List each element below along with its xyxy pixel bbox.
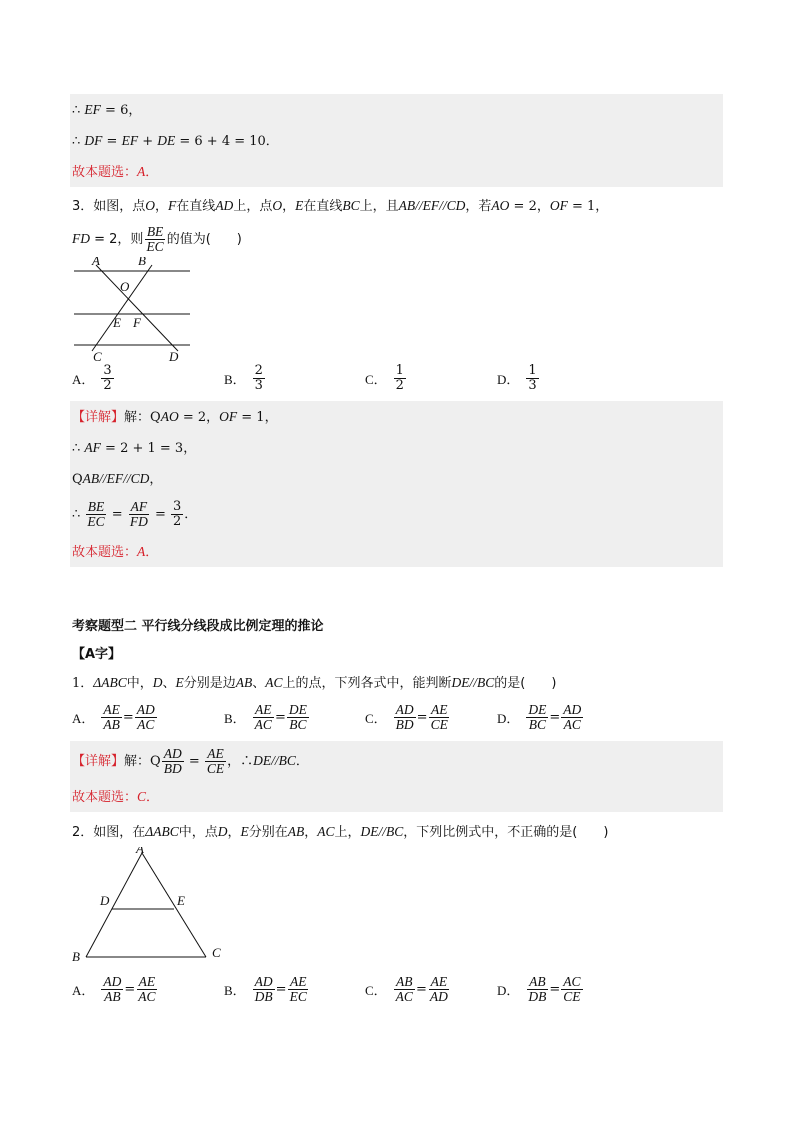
denominator: EC xyxy=(289,988,307,1004)
denominator: FD xyxy=(129,514,148,529)
stem-text: 在直线 xyxy=(303,199,343,214)
answer-end: ． xyxy=(145,165,159,180)
math-text: ． xyxy=(184,507,198,522)
question-2-stem xyxy=(70,816,723,847)
stem-text: 在直线 xyxy=(176,199,216,214)
numerator: DE xyxy=(288,701,307,717)
math-text: = 1， xyxy=(237,410,278,425)
numerator: AD xyxy=(163,746,182,761)
math-text: = 2 + 1 = 3， xyxy=(100,441,197,456)
math-text: = xyxy=(102,134,122,149)
fraction xyxy=(128,500,150,529)
because-symbol: Q xyxy=(72,472,83,487)
label-B: B xyxy=(72,949,80,964)
denominator: 3 xyxy=(254,377,263,393)
section-title: 考察题型二 平行线分线段成比例定理的推论 xyxy=(72,619,324,634)
option-a[interactable] xyxy=(72,359,115,397)
fraction xyxy=(253,364,265,393)
denominator: DB xyxy=(254,988,273,1004)
fraction xyxy=(171,500,183,529)
fraction xyxy=(287,703,309,732)
denominator: AD xyxy=(429,988,448,1004)
stem-text: 上，点 xyxy=(233,199,273,214)
numerator: DE xyxy=(528,701,547,717)
numerator: 2 xyxy=(254,362,263,378)
solution-text: 解： xyxy=(124,410,151,425)
denominator: BD xyxy=(163,761,182,776)
math-var: F xyxy=(168,198,177,213)
solution-text: 解： xyxy=(124,754,151,769)
denominator: BD xyxy=(395,716,414,732)
numerator: BE xyxy=(146,224,164,239)
numerator: AE xyxy=(103,701,120,717)
math-var: AC xyxy=(265,675,283,690)
numerator: AE xyxy=(138,973,156,989)
solution-line: ∴ $\frac{BE}{EC}$ = $\frac{AF}{FD}$ = $\frac{3}{2}$ ． xyxy=(72,499,198,529)
denominator: BC xyxy=(289,716,307,732)
stem-text: 1． xyxy=(72,676,94,691)
math-text: = 2， xyxy=(509,199,550,214)
option-b[interactable]: B． $\frac{AE}{AC}$ = $\frac{DE}{BC}$ xyxy=(224,701,307,732)
option-label: C． xyxy=(365,371,387,387)
fraction xyxy=(526,703,548,732)
numerator: AE xyxy=(430,701,448,717)
solution-block-1 xyxy=(70,94,723,187)
denominator: AC xyxy=(137,716,155,732)
math-var: ΔABC xyxy=(93,675,127,690)
label-E: E xyxy=(177,893,185,908)
numerator: AD xyxy=(103,973,122,989)
solution-line: ∴ DF = EF + DE = 6 + 4 = 10． xyxy=(72,133,279,149)
denominator: AB xyxy=(103,716,120,732)
figure-q2 xyxy=(70,847,723,969)
stem-text: 分别在 xyxy=(248,825,288,840)
fraction xyxy=(135,703,157,732)
question-2-options xyxy=(70,969,723,1009)
fraction xyxy=(253,703,274,732)
label-C: C xyxy=(93,349,102,364)
solution-line xyxy=(70,401,723,432)
fraction xyxy=(253,975,275,1004)
solution-line: ∴ EF = 6， xyxy=(72,102,142,118)
option-b[interactable] xyxy=(224,359,266,397)
math-var: AB//EF//CD xyxy=(82,471,150,486)
fraction xyxy=(526,364,538,393)
option-d[interactable]: D． $\frac{DE}{BC}$ = $\frac{AD}{AC}$ xyxy=(497,701,582,732)
numerator: AB xyxy=(396,973,413,989)
question-3-stem xyxy=(70,190,723,221)
label-O: O xyxy=(120,279,130,294)
math-var: O xyxy=(272,198,283,213)
parallel-lines-figure xyxy=(70,257,210,365)
question-3-options xyxy=(70,359,723,397)
answer-end: ． xyxy=(146,790,160,805)
detail-tag: 【详解】 xyxy=(72,754,125,769)
math-var: DE//BC xyxy=(253,753,296,768)
solution-line xyxy=(70,741,723,781)
triangle-figure xyxy=(70,847,240,969)
fraction xyxy=(85,500,106,529)
answer-end: ． xyxy=(145,545,159,560)
math-text: ，∴ xyxy=(227,754,254,769)
equals: = xyxy=(184,754,204,769)
document-page xyxy=(70,94,723,1009)
label-B: B xyxy=(138,257,146,268)
stem-text: ， xyxy=(282,199,296,214)
fraction xyxy=(205,747,226,776)
fraction xyxy=(136,975,157,1004)
numerator: AB xyxy=(529,973,546,989)
denominator: CE xyxy=(563,988,581,1004)
denominator: AC xyxy=(395,988,413,1004)
math-var: E xyxy=(240,824,249,839)
denominator: AB xyxy=(104,988,121,1004)
math-var: AB//EF//CD xyxy=(398,198,466,213)
solution-block-3 xyxy=(70,401,723,567)
answer-prefix: 故本题选： xyxy=(72,545,138,560)
stem-text: 上，且 xyxy=(359,199,399,214)
question-1-options xyxy=(70,697,723,737)
because-symbol: Q xyxy=(150,754,161,769)
numerator: AC xyxy=(563,973,581,989)
because-symbol: Q xyxy=(150,410,161,425)
math-var: E xyxy=(175,675,184,690)
stem-text: ，下列比例式中，不正确的是( ) xyxy=(403,825,609,840)
math-text: = 2， xyxy=(178,410,220,425)
math-var: DF xyxy=(84,133,103,148)
denominator: BC xyxy=(528,716,547,732)
math-var: EF xyxy=(84,102,101,117)
solution-line: ∴ AF = 2 + 1 = 3， xyxy=(72,440,197,456)
stem-text: 分别是边 xyxy=(183,676,236,691)
fraction xyxy=(561,975,582,1004)
denominator: AC xyxy=(254,716,272,732)
solution-line xyxy=(70,463,723,494)
option-label: A． xyxy=(72,982,95,998)
stem-text: ， xyxy=(155,199,169,214)
stem-text: = 2，则 xyxy=(90,232,144,247)
numerator: AD xyxy=(254,973,273,989)
denominator: EC xyxy=(87,514,105,529)
option-b[interactable]: B． $\frac{AD}{DB}$ = $\frac{AE}{EC}$ xyxy=(224,973,307,1004)
math-var: OF xyxy=(219,409,238,424)
denominator: AC xyxy=(138,988,156,1004)
fraction xyxy=(561,703,583,732)
solution-block-q1 xyxy=(70,741,723,812)
option-c[interactable]: C． $\frac{AD}{BD}$ = $\frac{AE}{CE}$ xyxy=(365,701,448,732)
answer-prefix: 故本题选： xyxy=(72,165,138,180)
question-3-stem-2 xyxy=(70,221,723,257)
option-d[interactable]: D． $\frac{AB}{DB}$ = $\frac{AC}{CE}$ xyxy=(497,973,581,1004)
question-1-stem xyxy=(70,669,723,697)
numerator: BE xyxy=(87,499,105,514)
math-var: DE//BC xyxy=(360,824,404,839)
numerator: AF xyxy=(130,499,148,514)
fraction xyxy=(394,364,406,393)
option-label: A． xyxy=(72,371,95,387)
stem-text: 上的点，下列各式中，能判断 xyxy=(282,676,452,691)
math-var: AO xyxy=(160,409,179,424)
label-F: F xyxy=(133,315,141,330)
fraction xyxy=(394,975,415,1004)
equals: = xyxy=(150,507,171,522)
denominator: 2 xyxy=(173,514,182,529)
answer-line xyxy=(70,781,723,812)
numerator: 3 xyxy=(103,362,112,378)
section-subtitle: 【A字】 xyxy=(72,647,122,662)
stem-text: 3．如图，点 xyxy=(72,199,146,214)
math-var: AB xyxy=(287,824,305,839)
math-var: E xyxy=(295,198,304,213)
math-var: FD xyxy=(72,231,90,246)
stem-text: 、 xyxy=(252,676,266,691)
stem-text: 的是( ) xyxy=(494,676,557,691)
math-var: AF xyxy=(84,440,101,455)
fraction xyxy=(394,703,416,732)
numerator: AD xyxy=(563,701,582,717)
math-var: ΔABC xyxy=(145,824,179,839)
label-A: A xyxy=(136,847,144,856)
option-label: A． xyxy=(72,710,95,726)
math-var: D xyxy=(152,675,163,690)
denominator: CE xyxy=(206,761,225,776)
denominator: 2 xyxy=(395,377,404,393)
math-var: DE//BC xyxy=(451,675,495,690)
math-var: AC xyxy=(317,824,335,839)
figure-q3 xyxy=(70,257,723,365)
stem-text: 、 xyxy=(162,676,176,691)
math-var: EF xyxy=(121,133,139,148)
stem-text: ， xyxy=(304,825,318,840)
fraction xyxy=(101,364,113,393)
option-a[interactable]: A． $\frac{AD}{AB}$ = $\frac{AE}{AC}$ xyxy=(72,973,156,1004)
label-C: C xyxy=(212,945,221,960)
math-var: AD xyxy=(215,198,234,213)
fraction xyxy=(101,975,123,1004)
math-var: BC xyxy=(342,198,360,213)
option-label: D． xyxy=(497,710,520,726)
spacer xyxy=(70,567,723,613)
fraction xyxy=(162,747,184,776)
option-label: B． xyxy=(224,371,246,387)
option-label: B． xyxy=(224,982,246,998)
label-A: A xyxy=(92,257,100,268)
label-D: D xyxy=(100,893,110,908)
answer-value: A xyxy=(137,164,146,179)
detail-tag: 【详解】 xyxy=(72,410,125,425)
numerator: AE xyxy=(207,746,224,761)
answer-value: C xyxy=(137,789,147,804)
numerator: AD xyxy=(395,701,414,717)
stem-text: 中， xyxy=(126,676,153,691)
stem-text: 的值为( ) xyxy=(166,232,242,247)
equals: = xyxy=(107,507,127,522)
fraction xyxy=(288,975,309,1004)
denominator: CE xyxy=(430,716,448,732)
denominator: DB xyxy=(528,988,547,1004)
stem-text: 中，点 xyxy=(178,825,218,840)
fraction xyxy=(526,975,548,1004)
math-text: = 1， xyxy=(567,199,609,214)
math-var: O xyxy=(145,198,156,213)
denominator: 2 xyxy=(103,377,112,393)
answer-line xyxy=(70,536,723,567)
numerator: AE xyxy=(255,701,272,717)
stem-text: ， xyxy=(227,825,241,840)
math-var: OF xyxy=(549,198,568,213)
option-label: B． xyxy=(224,710,246,726)
option-c[interactable]: C． $\frac{AB}{AC}$ = $\frac{AE}{AD}$ xyxy=(365,973,448,1004)
math-text: ． xyxy=(295,754,309,769)
option-label: D． xyxy=(497,982,520,998)
math-text: = 6， xyxy=(100,103,142,118)
numerator: 1 xyxy=(395,362,404,378)
stem-text: ，若 xyxy=(465,199,492,214)
answer-value: A xyxy=(137,544,146,559)
math-var: DE xyxy=(157,133,176,148)
fraction xyxy=(428,975,450,1004)
numerator: AE xyxy=(430,973,448,989)
numerator: AD xyxy=(136,701,155,717)
math-var: AO xyxy=(491,198,510,213)
label-E: E xyxy=(113,315,121,330)
fraction xyxy=(144,225,165,254)
math-text: ， xyxy=(149,472,163,487)
numerator: 3 xyxy=(173,499,182,514)
math-text: = 6 + 4 = 10． xyxy=(175,134,279,149)
fraction xyxy=(429,703,450,732)
option-d[interactable] xyxy=(497,359,540,397)
denominator: AC xyxy=(563,716,581,732)
stem-text: 2．如图，在 xyxy=(72,825,146,840)
numerator: 1 xyxy=(528,362,537,378)
option-label: D． xyxy=(497,371,520,387)
math-var: D xyxy=(217,824,228,839)
numerator: AE xyxy=(289,973,307,989)
option-label: C． xyxy=(365,982,387,998)
option-a[interactable]: A． $\frac{AE}{AB}$ = $\frac{AD}{AC}$ xyxy=(72,701,155,732)
fraction xyxy=(101,703,122,732)
denominator: EC xyxy=(146,239,164,254)
label-D: D xyxy=(169,349,179,364)
option-label: C． xyxy=(365,710,387,726)
option-c[interactable] xyxy=(365,359,407,397)
math-var: AB xyxy=(235,675,253,690)
answer-line xyxy=(70,156,723,187)
answer-prefix: 故本题选： xyxy=(72,790,138,805)
denominator: 3 xyxy=(528,377,537,393)
math-text: + xyxy=(138,134,158,149)
stem-text: 上， xyxy=(334,825,361,840)
